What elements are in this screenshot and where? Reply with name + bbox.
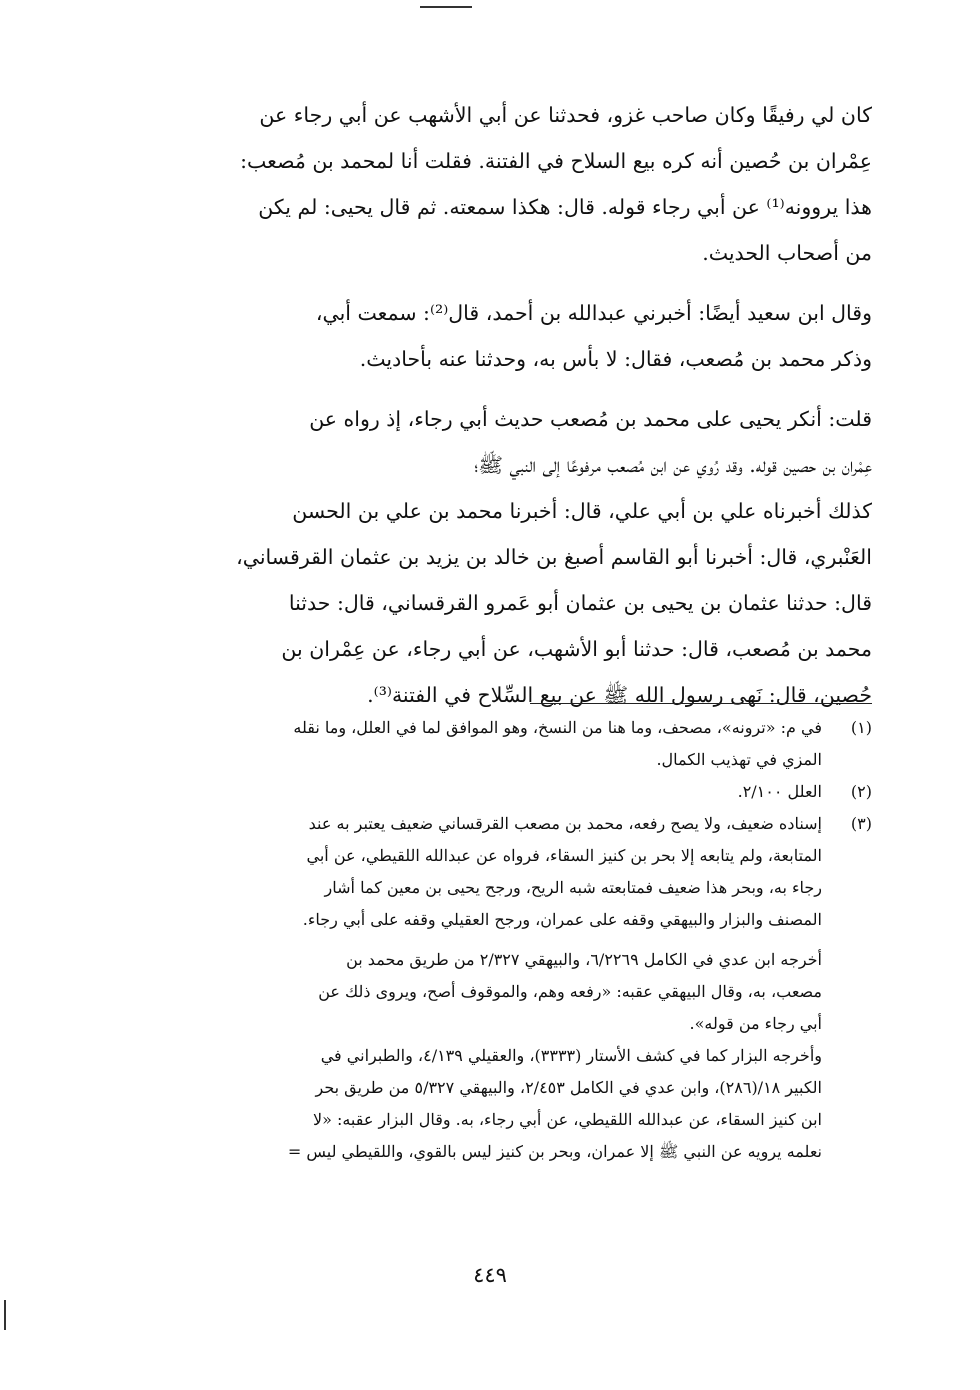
footnote-line: في م: «ترونه»، مصحف، وما هنا من النسخ، وهو الموافق لما في العلل، وما نقله — [293, 718, 822, 737]
page-number: ٤٤٩ — [473, 1263, 507, 1287]
text-line: من أصحاب الحديث. — [702, 241, 872, 265]
text-line: وقال ابن سعيد أيضًا: أخبرني عبدالله بن أحمد، قال⁽²⁾: سمعت أبي، — [315, 301, 872, 325]
footnotes — [160, 712, 872, 1168]
text-line: حُصين، قال: نَهى رسول الله ﷺ عن بيع السِّلاح في الفتنة⁽³⁾. — [367, 683, 872, 707]
footnote-2 — [160, 776, 872, 808]
paragraph-1 — [160, 92, 872, 276]
scan-mark-left — [4, 1300, 6, 1330]
footnote-line: المزي في تهذيب الكمال. — [656, 750, 822, 769]
text-line: قلت: أنكر يحيى على محمد بن مُصعب حديث أبي رجاء، إذ رواه عن — [309, 407, 872, 431]
text-line: وذكر محمد بن مُصعب، فقال: لا بأس به، وحدثنا عنه بأحاديث. — [359, 347, 872, 371]
footnote-3-continuation-2 — [160, 1040, 822, 1168]
scan-mark-top — [420, 6, 472, 8]
footnote-line: العلل ٢/١٠٠. — [737, 782, 822, 801]
paragraph-2 — [160, 290, 872, 382]
text-line: كان لي رفيقًا وكان صاحب غزو، فحدثنا عن أبي الأشهب عن أبي رجاء عن — [259, 103, 872, 127]
footnote-line: أبي رجاء من قوله». — [689, 1014, 822, 1033]
text-line: العَنْبري، قال: أخبرنا أبو القاسم أصبغ بن خالد بن يزيد بن عثمان القرقساني، — [236, 545, 872, 569]
footnote-1 — [160, 712, 872, 776]
footnote-line: إسناده ضعيف، ولا يصح رفعه، محمد بن مصعب القرقساني ضعيف يعتبر به عند — [308, 814, 822, 833]
footnote-line: مصعب، به، وقال البيهقي عقبه: «رفعه وهم، والموقوف أصح، ويروى ذلك عن — [318, 982, 822, 1001]
footnote-3-continuation-1 — [160, 944, 822, 1040]
footnote-line: نعلمه يرويه عن النبي ﷺ إلا عمران، وبحر بن كنيز ليس بالقوي، واللقيطي ليس = — [287, 1142, 822, 1161]
text-line: هذا يروونه⁽¹⁾ عن أبي رجاء قوله. قال: هكذا سمعته. ثم قال يحيى: لم يكن — [258, 195, 872, 219]
main-text — [160, 92, 872, 718]
paragraph-3 — [160, 396, 872, 718]
footnote-line: ابن كنيز السقاء، عن عبدالله اللقيطي، عن أبي رجاء، به. وقال البزار عقبه: «لا — [312, 1110, 822, 1129]
footnote-separator — [530, 703, 872, 704]
footnote-line: رجاء به، وبحر هذا ضعيف فمتابعته شبه الريح، ورجح يحيى بن معين كما أشار — [324, 878, 822, 897]
text-line: عِمْران بن حُصين أنه كره بيع السلاح في الفتنة. فقلت أنا لمحمد بن مُصعب: — [240, 149, 872, 173]
footnote-line: وأخرجه البزار كما في كشف الأستار (٣٣٣٣)، والعقيلي ٤/١٣٩، والطبراني في — [320, 1046, 822, 1065]
text-line: محمد بن مُصعب، قال: حدثنا أبو الأشهب، عن أبي رجاء، عن عِمْران بن — [281, 637, 872, 661]
footnote-3 — [160, 808, 872, 936]
footnote-line: المتابعة، ولم يتابعه إلا بحر بن كنيز السقاء، فرواه عن عبدالله اللقيطي، عن أبي — [306, 846, 822, 865]
footnote-number: (٢) — [850, 782, 872, 801]
text-line: قال: حدثنا عثمان بن يحيى بن عثمان أبو عَمرو القرقساني، قال: حدثنا — [288, 591, 872, 615]
footnote-line: أخرجه ابن عدي في الكامل ٦/٢٢٦٩، والبيهقي ٢/٣٢٧ من طريق محمد بن — [346, 950, 822, 969]
footnote-line: المصنف والبزار والبيهقي وقفه على عمران، ورجح العقيلي وقفه على أبي رجاء. — [302, 910, 822, 929]
footnote-number: (١) — [850, 718, 872, 737]
text-line: كذلك أخبرناه علي بن أبي علي، قال: أخبرنا محمد بن علي بن الحسن — [292, 499, 872, 523]
footnote-number: (٣) — [850, 814, 872, 833]
text-line: عِمْران بن حصين قوله. وقد رُوي عن ابن مُصعب مرفوعًا إلى النبي ﷺ؛ — [474, 453, 872, 477]
footnote-line: الكبير ١٨/(٢٨٦)، وابن عدي في الكامل ٢/٤٥٣، والبيهقي ٥/٣٢٧ من طريق بحر — [315, 1078, 822, 1097]
